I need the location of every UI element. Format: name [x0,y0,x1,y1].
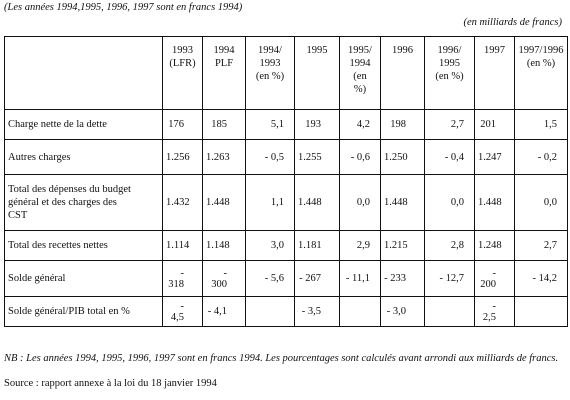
table-cell: - 233 [381,261,425,297]
table-row [5,175,568,231]
table-cell: - 267 [295,261,340,297]
table-cell: - 3,0 [381,297,425,327]
col-header: 1994/ 1993 (en %) [246,37,295,110]
table-cell: 1,5 [515,110,568,140]
row-label: Charge nette de la dette [5,110,163,140]
table-cell: 201 [475,110,515,140]
table-cell: 198 [381,110,425,140]
col-header: 1996/ 1995 (en %) [425,37,475,110]
header-row [5,37,568,110]
table-cell: 185 [203,110,246,140]
footnote: NB : Les années 1994, 1995, 1996, 1997 sont en francs 1994. Les pourcentages sont calculés avant arrondi aux milliards de francs. [4,353,559,364]
table-cell: - 14,2 [515,261,568,297]
table-cell: 3,0 [246,231,295,261]
row-label: Solde général/PIB total en % [5,297,163,327]
table-cell: - 318 [163,261,203,297]
table-cell: - 0,4 [425,140,475,175]
table-cell: - 4,5 [163,297,203,327]
table-cell: 0,0 [425,175,475,231]
row-label: Solde général [5,261,163,297]
table-cell: - 4,1 [203,297,246,327]
table-cell: - 0,5 [246,140,295,175]
table-cell: 1.448 [295,175,340,231]
col-header: 1996 [381,37,425,110]
col-header: 1997 [475,37,515,110]
table-cell: 1.255 [295,140,340,175]
table-cell: 193 [295,110,340,140]
table-cell: 2,7 [425,110,475,140]
table-cell: 1.432 [163,175,203,231]
table-cell: 1.247 [475,140,515,175]
table-row [5,231,568,261]
table-cell: 1.181 [295,231,340,261]
table-row [5,261,568,297]
table-cell: 4,2 [340,110,381,140]
table-cell: 1,1 [246,175,295,231]
table-cell: - 0,2 [515,140,568,175]
header-corner [5,37,163,110]
table-row [5,140,568,175]
row-label: Autres charges [5,140,163,175]
table-cell: 1.263 [203,140,246,175]
col-header: 1995/ 1994 (en %) [340,37,381,110]
table-cell: 176 [163,110,203,140]
table-cell: 2,7 [515,231,568,261]
table-cell: 1.114 [163,231,203,261]
header-note: (Les années 1994,1995, 1996, 1997 sont en francs 1994) [4,2,243,13]
table-cell: - 0,6 [340,140,381,175]
table-cell: - 12,7 [425,261,475,297]
table-cell: 1.448 [203,175,246,231]
table-cell: 1.215 [381,231,425,261]
table-cell [246,297,295,327]
table-cell: - 5,6 [246,261,295,297]
table-cell [340,297,381,327]
table-cell: 1.256 [163,140,203,175]
table-cell: 1.250 [381,140,425,175]
table-cell: 5,1 [246,110,295,140]
source-note: Source : rapport annexe à la loi du 18 janvier 1994 [4,378,217,389]
table-cell: 0,0 [340,175,381,231]
table-cell: - 300 [203,261,246,297]
col-header: 1993 (LFR) [163,37,203,110]
row-label: Total des recettes nettes [5,231,163,261]
table-cell: 1.448 [381,175,425,231]
table-cell: - 3,5 [295,297,340,327]
table-cell: - 2,5 [475,297,515,327]
units-note: (en milliards de francs) [463,17,562,28]
table-cell: - 200 [475,261,515,297]
table-row [5,110,568,140]
table-cell: 1.148 [203,231,246,261]
budget-table [4,36,568,327]
table-cell [425,297,475,327]
table-cell: 2,9 [340,231,381,261]
col-header: 1995 [295,37,340,110]
table-cell: - 11,1 [340,261,381,297]
table-cell: 0,0 [515,175,568,231]
col-header: 1997/1996 (en %) [515,37,568,110]
row-label: Total des dépenses du budget général et des charges des CST [5,175,163,231]
table-cell: 1.248 [475,231,515,261]
col-header: 1994 PLF [203,37,246,110]
table-row [5,297,568,327]
table-cell [515,297,568,327]
table-cell: 2,8 [425,231,475,261]
table-cell: 1.448 [475,175,515,231]
